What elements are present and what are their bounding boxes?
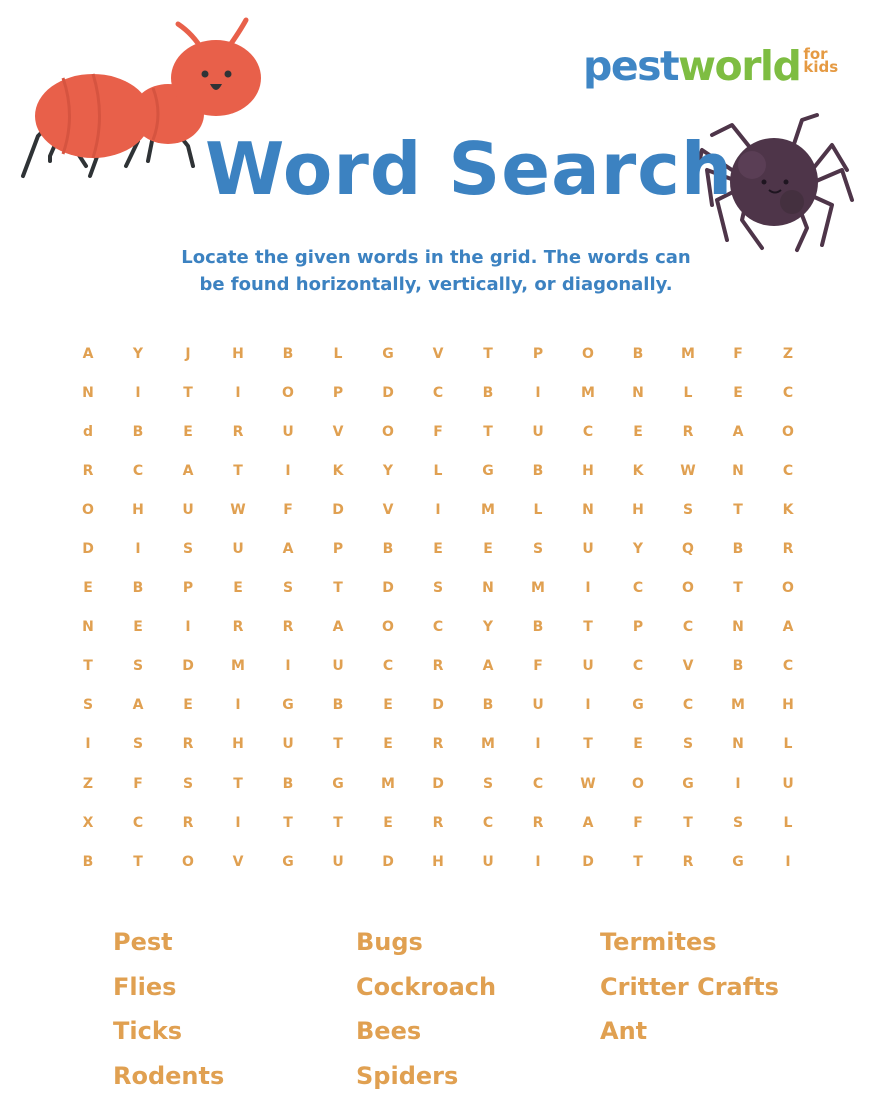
grid-cell[interactable]: I	[285, 462, 291, 479]
grid-cell[interactable]: A	[182, 462, 194, 479]
grid-cell[interactable]: F	[133, 775, 143, 792]
grid-cell[interactable]: S	[732, 814, 744, 831]
grid-cell[interactable]: E	[133, 619, 143, 636]
grid-cell[interactable]: P	[332, 384, 344, 401]
grid-cell[interactable]: G	[332, 775, 344, 792]
logo-for-kids	[803, 45, 839, 76]
grid-cell[interactable]: C	[782, 384, 794, 401]
grid-cell[interactable]: I	[435, 501, 441, 518]
grid-cell[interactable]: G	[282, 697, 294, 714]
grid-cell[interactable]: D	[582, 853, 594, 870]
logo-sub-for: for	[803, 45, 828, 63]
grid-cell[interactable]: U	[282, 736, 294, 753]
grid-cell[interactable]: L	[683, 384, 693, 401]
logo-world-text: world	[678, 42, 801, 90]
grid-cell[interactable]: P	[182, 580, 194, 597]
grid-cell[interactable]: I	[735, 775, 741, 792]
grid-cell[interactable]: R	[432, 814, 444, 831]
grid-cell[interactable]: V	[232, 853, 244, 870]
grid-cell[interactable]: E	[383, 736, 393, 753]
word-list	[113, 920, 813, 1100]
grid-cell[interactable]: A	[82, 345, 94, 362]
grid-cell[interactable]: R	[432, 658, 444, 675]
grid-cell[interactable]: I	[785, 853, 791, 870]
grid-cell[interactable]: B	[332, 697, 344, 714]
grid-cell[interactable]: O	[582, 345, 594, 362]
grid-cell[interactable]: M	[681, 345, 695, 362]
grid-cell[interactable]: S	[82, 697, 94, 714]
grid-cell[interactable]: K	[632, 462, 644, 479]
grid-cell[interactable]: T	[483, 423, 493, 440]
grid-cell[interactable]: D	[382, 853, 394, 870]
grid-cell[interactable]: D	[382, 580, 394, 597]
grid-cell[interactable]: C	[432, 619, 444, 636]
grid-cell[interactable]: N	[732, 736, 744, 753]
grid-cell[interactable]: H	[632, 501, 644, 518]
grid-cell[interactable]: M	[731, 697, 745, 714]
grid-cell[interactable]: C	[482, 814, 494, 831]
grid-cell[interactable]: I	[235, 814, 241, 831]
grid-cell[interactable]: M	[581, 384, 595, 401]
grid-cell[interactable]: O	[182, 853, 194, 870]
grid-cell[interactable]: A	[782, 619, 794, 636]
word-list-item: Critter Crafts	[600, 972, 779, 1001]
word-column	[113, 920, 224, 1099]
page-title: Word Search	[205, 127, 734, 211]
grid-cell[interactable]: W	[230, 501, 246, 518]
grid-cell[interactable]: L	[783, 814, 793, 831]
word-list-item: Flies	[113, 972, 177, 1001]
grid-cell[interactable]: B	[482, 697, 494, 714]
grid-cell[interactable]: U	[182, 501, 194, 518]
instructions-line-1: Locate the given words in the grid. The words can	[181, 247, 691, 268]
grid-cell[interactable]: H	[432, 853, 444, 870]
grid-cell[interactable]: H	[232, 345, 244, 362]
word-list-item: Termites	[600, 928, 717, 956]
word-column	[356, 920, 496, 1099]
grid-cell[interactable]: I	[85, 736, 91, 753]
grid-cell[interactable]: T	[183, 384, 193, 401]
grid-cell[interactable]: F	[433, 423, 443, 440]
grid-cell[interactable]: I	[585, 580, 591, 597]
grid-cell[interactable]: A	[132, 697, 144, 714]
grid-cell[interactable]: U	[782, 775, 794, 792]
grid-cell[interactable]: M	[381, 775, 395, 792]
grid-cell[interactable]: B	[282, 345, 294, 362]
grid-cell[interactable]: F	[633, 814, 643, 831]
grid-cell[interactable]: R	[682, 853, 694, 870]
grid-cell[interactable]: I	[235, 384, 241, 401]
grid-cell[interactable]: L	[433, 462, 443, 479]
grid-cell[interactable]: Y	[482, 619, 494, 636]
grid-cell[interactable]: F	[533, 658, 543, 675]
grid-cell[interactable]: I	[585, 697, 591, 714]
grid-cell[interactable]: M	[481, 501, 495, 518]
grid-cell[interactable]: T	[683, 814, 693, 831]
grid-cell[interactable]: N	[732, 619, 744, 636]
grid-cell[interactable]: G	[732, 853, 744, 870]
grid-cell[interactable]: G	[632, 697, 644, 714]
grid-cell[interactable]: I	[535, 736, 541, 753]
grid-cell[interactable]: C	[432, 384, 444, 401]
grid-cell[interactable]: S	[282, 580, 294, 597]
grid-cell[interactable]: D	[432, 697, 444, 714]
grid-cell[interactable]: D	[432, 775, 444, 792]
grid-cell[interactable]: E	[433, 541, 443, 558]
grid-cell[interactable]: A	[482, 658, 494, 675]
grid-cell[interactable]: Z	[782, 345, 794, 362]
grid-cell[interactable]: D	[332, 501, 344, 518]
logo-sub-kids: kids	[803, 58, 839, 76]
grid-cell[interactable]: S	[682, 736, 694, 753]
grid-cell[interactable]: R	[432, 736, 444, 753]
grid-cell[interactable]: U	[532, 697, 544, 714]
grid-cell[interactable]: B	[132, 580, 144, 597]
grid-cell[interactable]: B	[132, 423, 144, 440]
grid-cell[interactable]: O	[282, 384, 294, 401]
letter-grid	[63, 334, 813, 881]
grid-cell[interactable]: F	[733, 345, 743, 362]
grid-cell[interactable]: T	[83, 658, 93, 675]
grid-cell[interactable]: Y	[632, 541, 644, 558]
grid-cell[interactable]: U	[532, 423, 544, 440]
grid-cell[interactable]: T	[733, 501, 743, 518]
grid-cell[interactable]: J	[185, 345, 191, 362]
grid-cell[interactable]: I	[235, 697, 241, 714]
grid-cell[interactable]: C	[132, 814, 144, 831]
grid-cell[interactable]: I	[135, 384, 141, 401]
grid-cell[interactable]: C	[782, 462, 794, 479]
word-list-item: Pest	[113, 928, 173, 956]
grid-cell[interactable]: U	[282, 423, 294, 440]
grid-cell[interactable]: V	[682, 658, 694, 675]
grid-cell[interactable]: Q	[682, 541, 694, 558]
grid-cell[interactable]: H	[582, 462, 594, 479]
grid-cell[interactable]: Z	[82, 775, 94, 792]
grid-cell[interactable]: E	[633, 736, 643, 753]
word-list-item: Bees	[356, 1017, 422, 1046]
grid-cell[interactable]: T	[283, 814, 293, 831]
word-list-item: Ant	[600, 1017, 648, 1046]
grid-cell[interactable]: O	[382, 619, 394, 636]
grid-cell[interactable]: V	[382, 501, 394, 518]
grid-cell[interactable]: E	[733, 384, 743, 401]
grid-cell[interactable]: R	[182, 736, 194, 753]
grid-cell[interactable]: T	[733, 580, 743, 597]
grid-cell[interactable]: V	[332, 423, 344, 440]
instructions	[140, 244, 732, 298]
grid-cell[interactable]: I	[535, 384, 541, 401]
grid-cell[interactable]: A	[332, 619, 344, 636]
grid-cell[interactable]: P	[332, 541, 344, 558]
grid-cell[interactable]: E	[183, 697, 193, 714]
grid-cell[interactable]: E	[633, 423, 643, 440]
grid-cell[interactable]: C	[132, 462, 144, 479]
grid-cell[interactable]: Y	[382, 462, 394, 479]
grid-cell[interactable]: U	[232, 541, 244, 558]
word-list-item: Rodents	[113, 1062, 225, 1091]
grid-cell[interactable]: S	[532, 541, 544, 558]
grid-cell[interactable]: S	[432, 580, 444, 597]
grid-cell[interactable]: U	[582, 541, 594, 558]
grid-cell[interactable]: D	[182, 658, 194, 675]
grid-cell[interactable]: L	[533, 501, 543, 518]
grid-cell[interactable]: S	[482, 775, 494, 792]
grid-cell[interactable]: M	[231, 658, 245, 675]
grid-cell[interactable]: K	[332, 462, 344, 479]
grid-cell[interactable]: N	[82, 619, 94, 636]
grid-cell[interactable]: U	[332, 658, 344, 675]
grid-cell[interactable]: G	[282, 853, 294, 870]
grid-cell[interactable]: O	[782, 423, 794, 440]
grid-cell[interactable]: R	[782, 541, 794, 558]
grid-cell[interactable]: X	[82, 814, 94, 831]
grid-cell[interactable]: N	[82, 384, 94, 401]
grid-cell[interactable]: T	[233, 775, 243, 792]
grid-cell[interactable]: B	[282, 775, 294, 792]
grid-cell[interactable]: T	[333, 580, 343, 597]
word-list-item: Cockroach	[356, 972, 497, 1001]
grid-cell[interactable]: C	[382, 658, 394, 675]
grid-cell[interactable]: H	[232, 736, 244, 753]
grid-cell[interactable]: R	[232, 423, 244, 440]
grid-cell[interactable]: A	[732, 423, 744, 440]
grid-cell[interactable]: E	[233, 580, 243, 597]
grid-cell[interactable]: H	[132, 501, 144, 518]
grid-cell[interactable]: D	[382, 384, 394, 401]
grid-cell[interactable]: C	[532, 775, 544, 792]
grid-cell[interactable]: S	[682, 501, 694, 518]
grid-cell[interactable]: O	[382, 423, 394, 440]
grid-cell[interactable]: U	[482, 853, 494, 870]
grid-cell[interactable]: I	[185, 619, 191, 636]
grid-cell[interactable]: T	[133, 853, 143, 870]
grid-cell[interactable]: B	[532, 619, 544, 636]
grid-cell[interactable]: P	[532, 345, 544, 362]
grid-cell[interactable]: C	[682, 619, 694, 636]
grid-cell[interactable]: E	[483, 541, 493, 558]
grid-cell[interactable]: G	[682, 775, 694, 792]
grid-cell[interactable]: B	[732, 541, 744, 558]
grid-cell[interactable]: K	[782, 501, 794, 518]
grid-cell[interactable]: S	[132, 658, 144, 675]
grid-cell[interactable]: E	[183, 423, 193, 440]
grid-cell[interactable]: W	[580, 775, 596, 792]
grid-cell[interactable]: C	[582, 423, 594, 440]
grid-cell[interactable]: B	[732, 658, 744, 675]
grid-cell[interactable]: S	[182, 541, 194, 558]
grid-cell[interactable]: L	[783, 736, 793, 753]
grid-cell[interactable]: U	[332, 853, 344, 870]
instructions-line-2: be found horizontally, vertically, or diagonally.	[199, 274, 673, 295]
pestworld-logo	[583, 42, 838, 94]
grid-cell[interactable]: H	[782, 697, 794, 714]
grid-cell[interactable]: T	[633, 853, 643, 870]
grid-cell[interactable]: G	[382, 345, 394, 362]
grid-cell[interactable]: R	[182, 814, 194, 831]
grid-cell[interactable]: R	[232, 619, 244, 636]
grid-cell[interactable]: D	[82, 541, 94, 558]
grid-cell[interactable]: E	[83, 580, 93, 597]
grid-cell[interactable]: M	[481, 736, 495, 753]
grid-cell[interactable]: M	[531, 580, 545, 597]
grid-cell[interactable]: C	[632, 580, 644, 597]
grid-cell[interactable]: B	[82, 853, 94, 870]
grid-cell[interactable]: C	[632, 658, 644, 675]
word-column	[600, 920, 779, 1054]
logo-pest-text: pest	[583, 42, 679, 90]
grid-cell[interactable]: S	[132, 736, 144, 753]
grid-cell[interactable]: N	[582, 501, 594, 518]
grid-cell[interactable]: T	[233, 462, 243, 479]
grid-cell[interactable]: d	[82, 423, 94, 440]
grid-cell[interactable]: W	[680, 462, 696, 479]
grid-cell[interactable]: B	[382, 541, 394, 558]
grid-cell[interactable]: C	[782, 658, 794, 675]
grid-cell[interactable]: N	[732, 462, 744, 479]
grid-cell[interactable]: U	[582, 658, 594, 675]
grid-cell[interactable]: B	[632, 345, 644, 362]
grid-cell[interactable]: E	[383, 697, 393, 714]
grid-cell[interactable]: O	[82, 501, 94, 518]
grid-cell[interactable]: O	[682, 580, 694, 597]
grid-cell[interactable]: E	[383, 814, 393, 831]
grid-cell[interactable]: O	[632, 775, 644, 792]
grid-cell[interactable]: R	[682, 423, 694, 440]
grid-cell[interactable]: V	[432, 345, 444, 362]
grid-cell[interactable]: B	[482, 384, 494, 401]
grid-cell[interactable]: G	[482, 462, 494, 479]
grid-cell[interactable]: R	[82, 462, 94, 479]
grid-cell[interactable]: O	[782, 580, 794, 597]
word-list-item: Spiders	[356, 1062, 459, 1091]
grid-cell[interactable]: I	[135, 541, 141, 558]
word-list-item: Ticks	[113, 1017, 183, 1046]
grid-cell[interactable]: N	[482, 580, 494, 597]
grid-cell[interactable]: B	[532, 462, 544, 479]
grid-cell[interactable]: Y	[132, 345, 144, 362]
grid-cell[interactable]: T	[333, 736, 343, 753]
grid-cell[interactable]: L	[333, 345, 343, 362]
grid-cell[interactable]: F	[283, 501, 293, 518]
grid-cell[interactable]: P	[632, 619, 644, 636]
grid-cell[interactable]: C	[682, 697, 694, 714]
grid-cell[interactable]: R	[282, 619, 294, 636]
grid-cell[interactable]: R	[532, 814, 544, 831]
grid-cell[interactable]: I	[285, 658, 291, 675]
grid-cell[interactable]: T	[483, 345, 493, 362]
grid-cell[interactable]: T	[583, 736, 593, 753]
grid-cell[interactable]: I	[535, 853, 541, 870]
grid-cell[interactable]: N	[632, 384, 644, 401]
grid-cell[interactable]: A	[582, 814, 594, 831]
grid-cell[interactable]: S	[182, 775, 194, 792]
word-list-item: Bugs	[356, 928, 423, 956]
grid-cell[interactable]: A	[282, 541, 294, 558]
grid-cell[interactable]: T	[583, 619, 593, 636]
grid-cell[interactable]: T	[333, 814, 343, 831]
